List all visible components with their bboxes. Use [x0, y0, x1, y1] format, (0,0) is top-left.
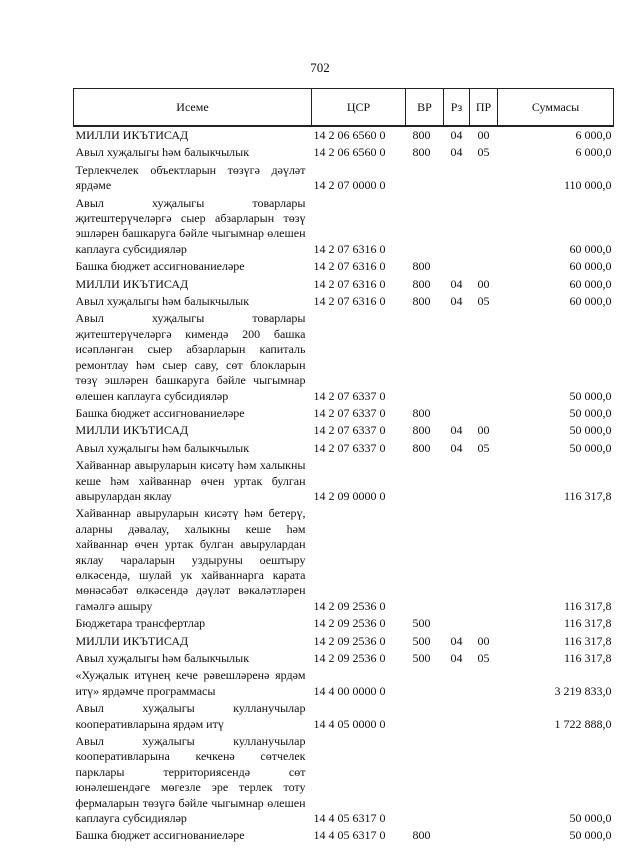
cell-sum: 50 000,0 [569, 423, 612, 438]
cell-rz: 04 [450, 633, 463, 648]
cell-vr: 800 [412, 259, 431, 274]
cell-csr: 14 2 07 6337 0 [313, 440, 386, 455]
cell-pr [470, 195, 498, 259]
cell-rz: 04 [450, 128, 463, 142]
cell-rz [444, 195, 470, 259]
cell-pr [470, 162, 498, 195]
cell-vr [406, 195, 444, 259]
cell-vr [406, 667, 444, 700]
header-csr: ЦСР [312, 89, 406, 127]
cell-rz: 04 [450, 145, 463, 160]
table-row [74, 258, 614, 275]
cell-vr [406, 700, 444, 733]
table-row [74, 405, 614, 422]
cell-sum: 3 219 833,0 [554, 683, 612, 698]
table-row [74, 733, 614, 827]
cell-pr [470, 667, 498, 700]
cell-sum: 50 000,0 [569, 828, 612, 843]
table-row [74, 667, 614, 700]
cell-pr [470, 733, 498, 827]
cell-csr: 14 2 09 2536 0 [313, 651, 386, 665]
table-row [74, 440, 614, 457]
cell-rz [444, 457, 470, 505]
cell-sum: 116 317,8 [563, 616, 612, 631]
cell-sum: 50 000,0 [569, 405, 612, 420]
cell-sum: 50 000,0 [569, 388, 612, 403]
cell-pr: 00 [477, 128, 490, 142]
cell-rz [444, 505, 470, 615]
cell-name: Авыл хуҗалыгы һәм балыкчылык [75, 145, 250, 160]
cell-vr: 500 [412, 633, 431, 648]
cell-name: Авыл хуҗалыгы һәм балыкчылык [75, 294, 250, 309]
cell-pr [470, 258, 498, 275]
cell-rz: 04 [450, 651, 463, 665]
cell-pr: 05 [477, 294, 490, 309]
cell-csr: 14 2 09 2536 0 [313, 598, 386, 613]
cell-sum: 116 317,8 [563, 598, 612, 613]
cell-pr: 00 [477, 423, 490, 438]
cell-sum: 60 000,0 [569, 241, 612, 256]
cell-pr: 00 [477, 276, 490, 291]
cell-name: Авыл хуҗалыгы кулланучылар кооперативларына ярдәм итү [75, 701, 306, 731]
cell-vr [406, 733, 444, 827]
cell-vr: 500 [412, 651, 431, 665]
cell-vr: 800 [412, 423, 431, 438]
cell-name: МИЛЛИ ИКЪТИСАД [75, 276, 189, 291]
cell-pr: 05 [477, 145, 490, 160]
cell-sum: 60 000,0 [569, 294, 612, 309]
cell-name: МИЛЛИ ИКЪТИСАД [75, 128, 189, 142]
table-row [74, 126, 614, 144]
cell-name: МИЛЛИ ИКЪТИСАД [75, 633, 189, 648]
cell-rz [444, 700, 470, 733]
table-row [74, 195, 614, 259]
table-row [74, 650, 614, 667]
table-row [74, 615, 614, 632]
cell-sum: 110 000,0 [563, 178, 612, 193]
table-row [74, 144, 614, 161]
cell-pr: 00 [477, 633, 490, 648]
cell-rz [444, 827, 470, 844]
cell-rz: 04 [450, 423, 463, 438]
cell-sum: 6 000,0 [575, 128, 612, 142]
cell-sum: 60 000,0 [569, 276, 612, 291]
cell-vr [406, 505, 444, 615]
cell-csr: 14 2 06 6560 0 [313, 128, 386, 142]
cell-rz: 04 [450, 294, 463, 309]
table-row [74, 505, 614, 615]
cell-name: МИЛЛИ ИКЪТИСАД [75, 423, 189, 438]
cell-pr [470, 615, 498, 632]
header-name: Исеме [74, 89, 312, 127]
cell-rz [444, 667, 470, 700]
cell-pr [470, 700, 498, 733]
cell-csr: 14 2 07 6337 0 [313, 405, 386, 420]
table-row [74, 276, 614, 293]
cell-sum: 50 000,0 [569, 811, 612, 826]
cell-name: Авыл хуҗалыгы товарлары җитештерүчеләргә кимендә 200 башка исәпләнгән сыер абзарларын капиталь ремонтлау һәм сыер саву, сөт блокларын төзү эшләрен башкаруга бәйле чыгымнар өлешен каплауга субсидияләр [75, 311, 306, 403]
cell-csr: 14 2 07 6337 0 [313, 388, 386, 403]
cell-name: Хайваннар авыруларын кисәтү һәм халыкны кеше һәм хайваннар өчен уртак булган авырулардан яклау [75, 458, 306, 503]
cell-vr: 500 [412, 616, 431, 631]
cell-pr [470, 310, 498, 404]
cell-csr: 14 2 07 6316 0 [313, 259, 386, 274]
cell-sum: 6 000,0 [575, 145, 612, 160]
cell-csr: 14 4 05 0000 0 [313, 716, 386, 731]
cell-name: Башка бюджет ассигнованиеләре [75, 405, 245, 420]
cell-csr: 14 2 07 0000 0 [313, 178, 386, 193]
cell-name: «Хуҗалык итүнең кече рәвешләренә ярдәм итү» ярдәмче программасы [75, 668, 306, 698]
table-row [74, 293, 614, 310]
cell-vr: 800 [412, 276, 431, 291]
cell-rz: 04 [450, 440, 463, 455]
cell-csr: 14 4 05 6317 0 [313, 811, 386, 826]
cell-csr: 14 2 09 2536 0 [313, 616, 386, 631]
cell-pr: 05 [477, 440, 490, 455]
table-body [74, 126, 614, 845]
cell-vr: 800 [412, 128, 431, 142]
cell-name: Авыл хуҗалыгы һәм балыкчылык [75, 440, 250, 455]
cell-pr [470, 457, 498, 505]
cell-csr: 14 2 07 6337 0 [313, 423, 386, 438]
cell-vr [406, 162, 444, 195]
table-row [74, 162, 614, 195]
table-row [74, 457, 614, 505]
cell-rz: 04 [450, 276, 463, 291]
cell-vr: 800 [412, 405, 431, 420]
cell-rz [444, 615, 470, 632]
cell-name: Авыл хуҗалыгы товарлары җитештерүчеләргә сыер абзарларын төзү эшләрен башкаруга бәйле чыгымнар өлешен каплауга субсидияләр [75, 195, 306, 256]
cell-vr: 800 [412, 828, 431, 843]
cell-vr [406, 457, 444, 505]
cell-name: Бюджетара трансфертлар [75, 616, 206, 631]
cell-pr: 05 [477, 651, 490, 665]
cell-vr: 800 [412, 294, 431, 309]
table-row [74, 633, 614, 650]
cell-name: Авыл хуҗалыгы кулланучылар кооперативларына кечкенә сөтчелек парклары территориясендә сөт юнәлешендәге мөгезле эре терлек тоту фермаларын төзүгә бәйле чыгымнар өлешен каплауга субсидияләр [75, 734, 306, 826]
table-row [74, 827, 614, 844]
cell-csr: 14 2 07 6316 0 [313, 241, 386, 256]
cell-csr: 14 2 07 6316 0 [313, 276, 386, 291]
cell-csr: 14 4 00 0000 0 [313, 683, 386, 698]
header-vr: ВР [406, 89, 444, 127]
cell-rz [444, 258, 470, 275]
cell-csr: 14 2 09 0000 0 [313, 488, 386, 503]
cell-pr [470, 505, 498, 615]
cell-vr: 800 [412, 440, 431, 455]
cell-rz [444, 310, 470, 404]
cell-name: Хайваннар авыруларын кисәтү һәм бетерү, аларны дәвалау, халыкны кеше һәм хайваннар өчен уртак булган авырулардан яклау чараларын уздыруны оештыру өлкәсендә, шулай ук хайваннарга карата мөнәсәбәт өлкәсендә дәүләт вәкаләтләрен гамәлгә ашыру [75, 506, 306, 613]
budget-table [73, 88, 614, 845]
cell-sum: 116 317,8 [563, 633, 612, 648]
cell-vr [406, 310, 444, 404]
cell-name: Башка бюджет ассигнованиеләре [75, 828, 245, 843]
cell-name: Башка бюджет ассигнованиеләре [75, 259, 245, 274]
cell-csr: 14 4 05 6317 0 [313, 828, 386, 843]
cell-csr: 14 2 06 6560 0 [313, 145, 386, 160]
page-number: 702 [310, 60, 330, 75]
cell-pr [470, 827, 498, 844]
table-row [74, 700, 614, 733]
cell-rz [444, 162, 470, 195]
header-rz: Рз [444, 89, 470, 127]
cell-pr [470, 405, 498, 422]
table-row [74, 422, 614, 439]
header-sum: Суммасы [498, 89, 614, 127]
cell-sum: 116 317,8 [563, 488, 612, 503]
cell-csr: 14 2 07 6316 0 [313, 294, 386, 309]
cell-csr: 14 2 09 2536 0 [313, 633, 386, 648]
cell-sum: 60 000,0 [569, 259, 612, 274]
table-row [74, 310, 614, 404]
cell-vr: 800 [412, 145, 431, 160]
header-pr: ПР [470, 89, 498, 127]
cell-sum: 1 722 888,0 [554, 716, 612, 731]
cell-name: Авыл хуҗалыгы һәм балыкчылык [75, 651, 250, 665]
cell-rz [444, 733, 470, 827]
cell-sum: 50 000,0 [569, 440, 612, 455]
cell-rz [444, 405, 470, 422]
cell-sum: 116 317,8 [563, 651, 612, 665]
table-header [74, 89, 614, 127]
cell-name: Терлекчелек объектларын төзүгә дәүләт ярдәме [75, 162, 306, 193]
